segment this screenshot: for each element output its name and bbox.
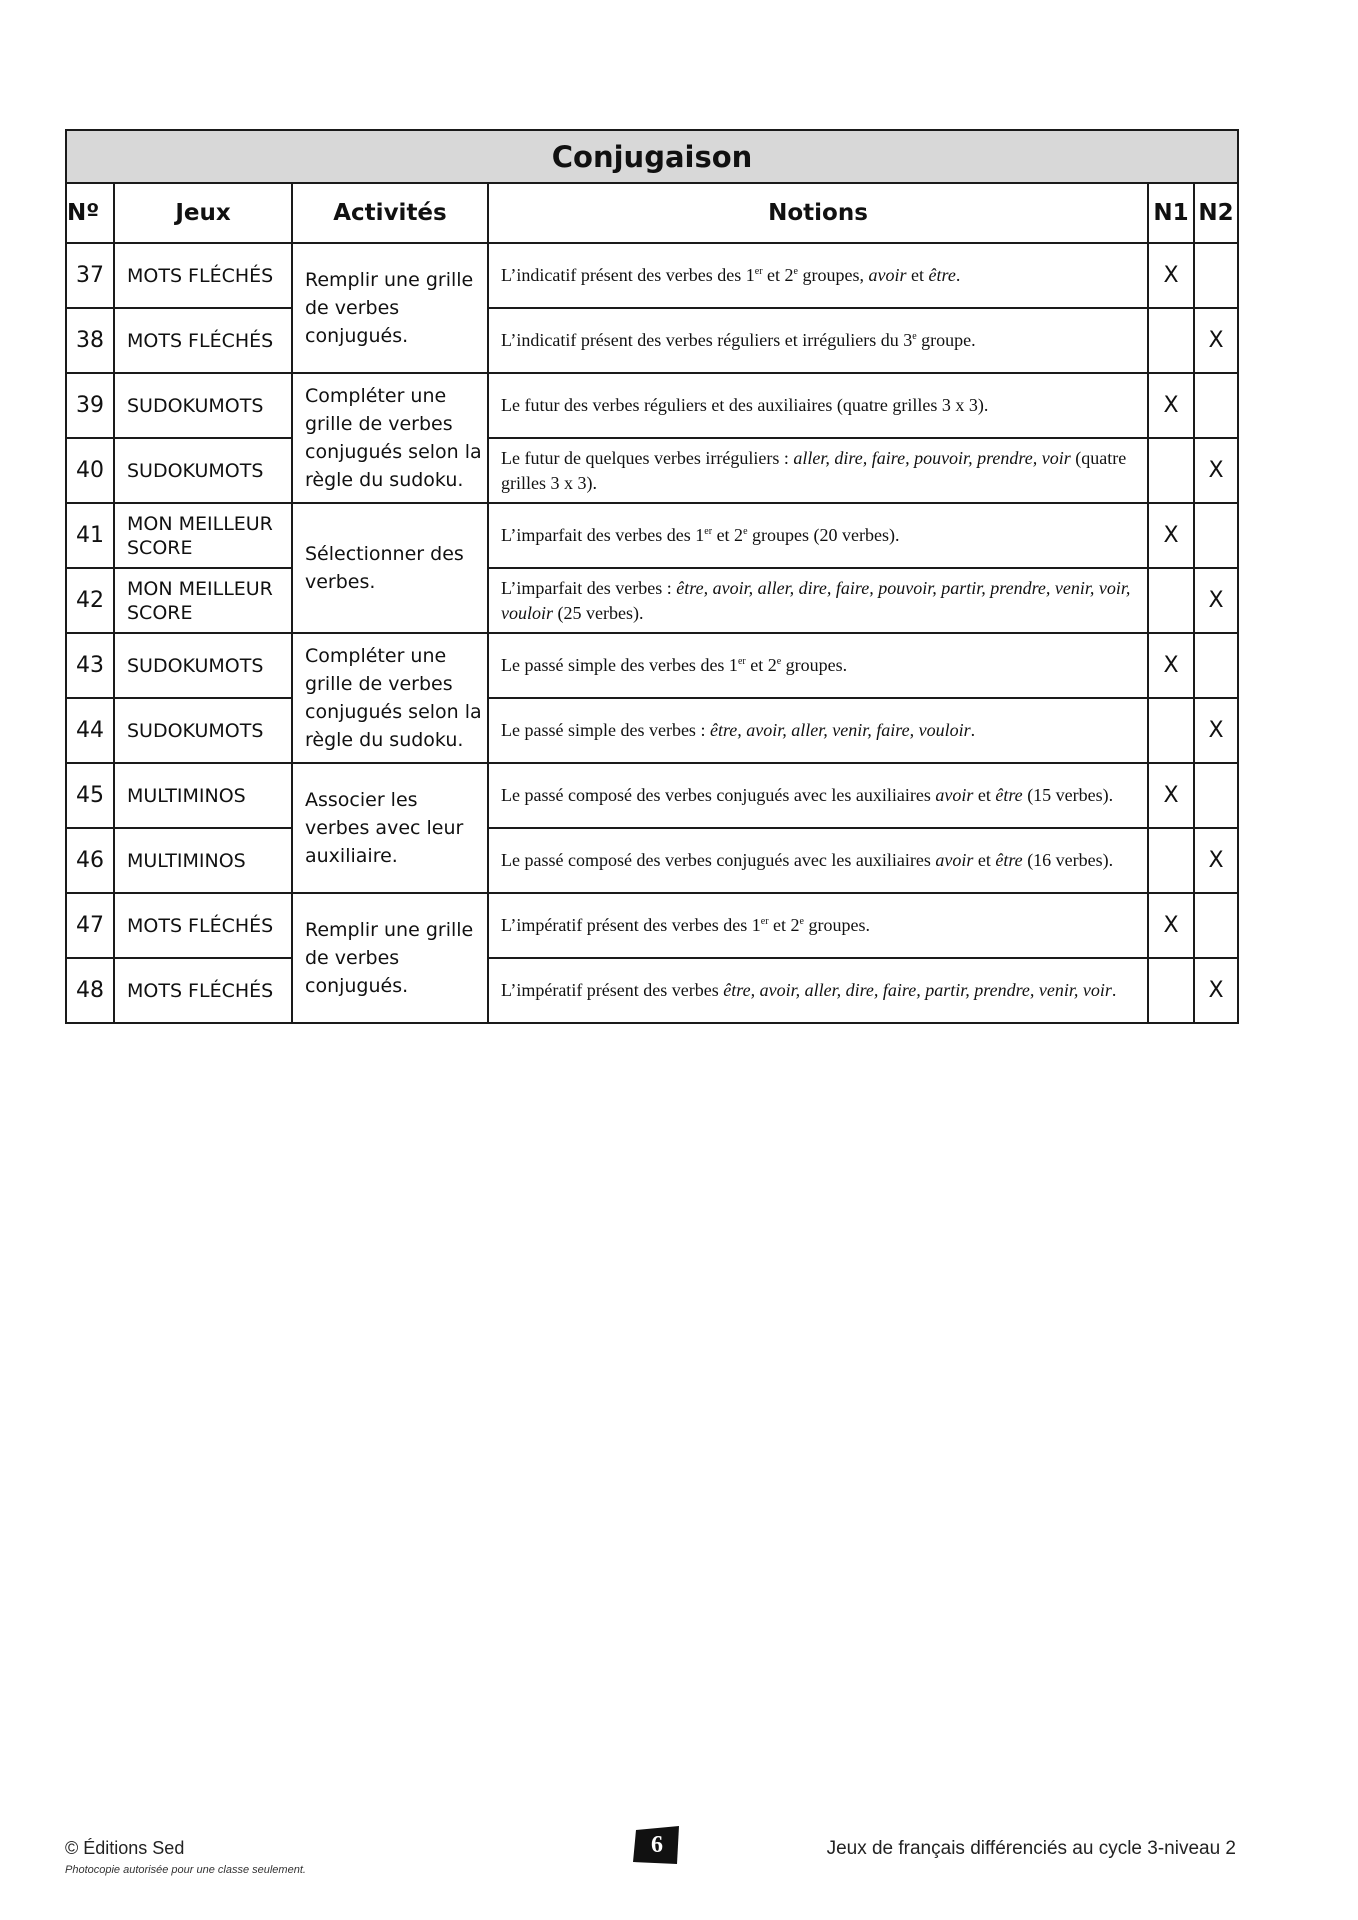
header-n1: N1 xyxy=(1148,183,1194,243)
level-n1-mark xyxy=(1148,698,1194,763)
activity-description: Remplir une grille de verbes conjugués. xyxy=(292,893,488,1023)
notion-description: Le futur des verbes réguliers et des auxiliaires (quatre grilles 3 x 3). xyxy=(488,373,1148,438)
game-name: MULTIMINOS xyxy=(114,763,292,828)
level-n1-mark: X xyxy=(1148,243,1194,308)
notion-description: L’impératif présent des verbes des 1er et 2e groupes. xyxy=(488,893,1148,958)
level-n1-mark xyxy=(1148,438,1194,503)
activity-description: Compléter une grille de verbes conjugués selon la règle du sudoku. xyxy=(292,633,488,763)
table-row xyxy=(66,763,1238,828)
row-number: 40 xyxy=(66,438,114,503)
row-number: 41 xyxy=(66,503,114,568)
level-n1-mark xyxy=(1148,958,1194,1023)
notion-description: L’indicatif présent des verbes des 1er et 2e groupes, avoir et être. xyxy=(488,243,1148,308)
game-name: MOTS FLÉCHÉS xyxy=(114,958,292,1023)
level-n1-mark xyxy=(1148,308,1194,373)
copyright: © Éditions Sed xyxy=(65,1838,185,1858)
conjugaison-table xyxy=(65,129,1239,1024)
header-row xyxy=(66,183,1238,243)
level-n1-mark: X xyxy=(1148,633,1194,698)
table-row xyxy=(66,958,1238,1023)
row-number: 43 xyxy=(66,633,114,698)
level-n1-mark: X xyxy=(1148,373,1194,438)
table-row xyxy=(66,893,1238,958)
photocopy-note: Photocopie autorisée pour une classe seulement. xyxy=(65,1864,306,1876)
notion-description: Le passé composé des verbes conjugués avec les auxiliaires avoir et être (16 verbes). xyxy=(488,828,1148,893)
game-name: MOTS FLÉCHÉS xyxy=(114,308,292,373)
game-name: MOTS FLÉCHÉS xyxy=(114,243,292,308)
row-number: 47 xyxy=(66,893,114,958)
page-number: 6 xyxy=(651,1832,663,1858)
game-name: MON MEILLEUR SCORE xyxy=(114,568,292,633)
header-n2: N2 xyxy=(1194,183,1238,243)
row-number: 48 xyxy=(66,958,114,1023)
activity-description: Remplir une grille de verbes conjugués. xyxy=(292,243,488,373)
notion-description: Le passé composé des verbes conjugués avec les auxiliaires avoir et être (15 verbes). xyxy=(488,763,1148,828)
game-name: MOTS FLÉCHÉS xyxy=(114,893,292,958)
header-jeux: Jeux xyxy=(114,183,292,243)
notion-description: Le passé simple des verbes des 1er et 2e groupes. xyxy=(488,633,1148,698)
row-number: 37 xyxy=(66,243,114,308)
table-row xyxy=(66,243,1238,308)
header-activites: Activités xyxy=(292,183,488,243)
book-title: Jeux de français différenciés au cycle 3-niveau 2 xyxy=(826,1838,1236,1859)
page-number-badge xyxy=(633,1826,681,1866)
level-n1-mark: X xyxy=(1148,503,1194,568)
notion-description: L’imparfait des verbes des 1er et 2e groupes (20 verbes). xyxy=(488,503,1148,568)
table-row xyxy=(66,698,1238,763)
notion-description: Le futur de quelques verbes irréguliers : aller, dire, faire, pouvoir, prendre, voir (quatre grilles 3 x 3). xyxy=(488,438,1148,503)
table-row xyxy=(66,568,1238,633)
level-n2-mark: X xyxy=(1194,438,1238,503)
row-number: 42 xyxy=(66,568,114,633)
table-row xyxy=(66,633,1238,698)
row-number: 39 xyxy=(66,373,114,438)
level-n2-mark xyxy=(1194,373,1238,438)
header-notions: Notions xyxy=(488,183,1148,243)
level-n2-mark xyxy=(1194,893,1238,958)
level-n1-mark: X xyxy=(1148,893,1194,958)
activity-description: Sélectionner des verbes. xyxy=(292,503,488,633)
table-row xyxy=(66,373,1238,438)
notion-description: L’imparfait des verbes : être, avoir, aller, dire, faire, pouvoir, partir, prendre, venir, voir, vouloir (25 verbes). xyxy=(488,568,1148,633)
activity-description: Associer les verbes avec leur auxiliaire. xyxy=(292,763,488,893)
table-title: Conjugaison xyxy=(66,130,1238,183)
row-number: 38 xyxy=(66,308,114,373)
notion-description: L’indicatif présent des verbes réguliers et irréguliers du 3e groupe. xyxy=(488,308,1148,373)
table-row xyxy=(66,503,1238,568)
level-n1-mark: X xyxy=(1148,763,1194,828)
table-row xyxy=(66,828,1238,893)
level-n1-mark xyxy=(1148,568,1194,633)
level-n2-mark: X xyxy=(1194,568,1238,633)
level-n2-mark: X xyxy=(1194,958,1238,1023)
level-n2-mark: X xyxy=(1194,698,1238,763)
level-n1-mark xyxy=(1148,828,1194,893)
row-number: 44 xyxy=(66,698,114,763)
level-n2-mark xyxy=(1194,243,1238,308)
game-name: SUDOKUMOTS xyxy=(114,373,292,438)
row-number: 45 xyxy=(66,763,114,828)
activity-description: Compléter une grille de verbes conjugués selon la règle du sudoku. xyxy=(292,373,488,503)
game-name: MULTIMINOS xyxy=(114,828,292,893)
level-n2-mark: X xyxy=(1194,828,1238,893)
level-n2-mark xyxy=(1194,503,1238,568)
row-number: 46 xyxy=(66,828,114,893)
game-name: SUDOKUMOTS xyxy=(114,698,292,763)
game-name: SUDOKUMOTS xyxy=(114,438,292,503)
table-row xyxy=(66,308,1238,373)
game-name: SUDOKUMOTS xyxy=(114,633,292,698)
notion-description: Le passé simple des verbes : être, avoir, aller, venir, faire, vouloir. xyxy=(488,698,1148,763)
level-n2-mark xyxy=(1194,633,1238,698)
header-num: Nº xyxy=(66,183,114,243)
table-row xyxy=(66,438,1238,503)
notion-description: L’impératif présent des verbes être, avoir, aller, dire, faire, partir, prendre, venir, voir. xyxy=(488,958,1148,1023)
game-name: MON MEILLEUR SCORE xyxy=(114,503,292,568)
level-n2-mark xyxy=(1194,763,1238,828)
level-n2-mark: X xyxy=(1194,308,1238,373)
